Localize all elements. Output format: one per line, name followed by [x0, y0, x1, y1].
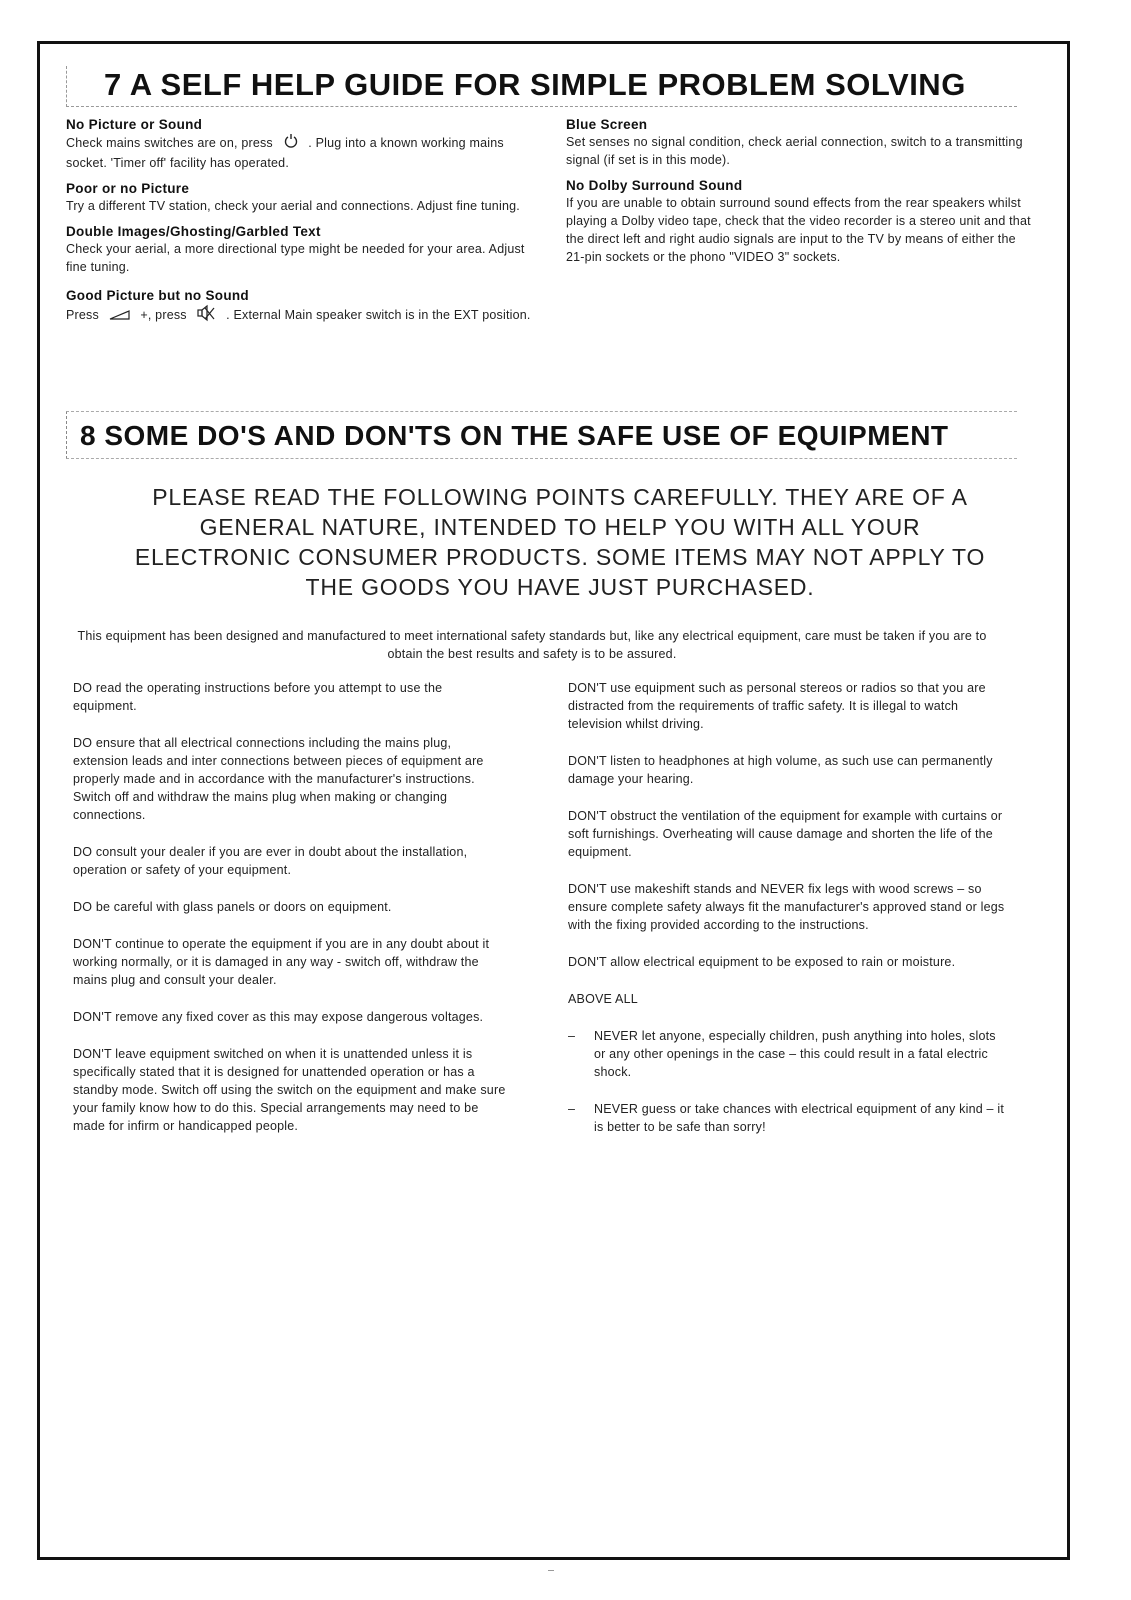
trouble-heading: Good Picture but no Sound — [66, 288, 249, 303]
safety-item: DON'T leave equipment switched on when it is unattended unless it is specifically stated that it is designed for unattended operation or has a standby mode. Switch off using the switch on the equipment and make sure your family know how to do this. Special arrangements may need to be made for infirm or handicapped people. — [73, 1047, 506, 1133]
safety-item: DON'T continue to operate the equipment if you are in any doubt about it working normally, or it is damaged in any way - switch off, withdraw the mains plug and consult your dealer. — [73, 937, 490, 987]
trouble-heading: No Dolby Surround Sound — [566, 178, 743, 193]
safety-intro: This equipment has been designed and manufactured to meet international safety standards but, like any electrical equipment, care must be taken if you are to obtain the best results and safety is to be assured. — [77, 629, 987, 661]
section7-title: 7 A SELF HELP GUIDE FOR SIMPLE PROBLEM SOLVING — [104, 67, 966, 102]
section8-title: 8 SOME DO'S AND DON'TS ON THE SAFE USE OF EQUIPMENT — [80, 420, 949, 451]
notice-line: THE GOODS YOU HAVE JUST PURCHASED. — [305, 574, 815, 600]
trouble-no-dolby — [566, 178, 1031, 266]
safety-item: DON'T use makeshift stands and NEVER fix legs with wood screws – so ensure complete safety always fit the manufacturer's approved stand or legs with the fixing provided according to the instructions. — [568, 882, 1005, 932]
safety-item: DON'T listen to headphones at high volume, as such use can permanently damage your hearing. — [568, 754, 993, 786]
trouble-text: Check mains switches are on, press — [66, 135, 273, 150]
never-item — [568, 1100, 1008, 1136]
safety-right-column — [568, 679, 1008, 1155]
safety-item: DON'T allow electrical equipment to be exposed to rain or moisture. — [568, 955, 956, 969]
safety-item: DON'T use equipment such as personal stereos or radios so that you are distracted from the requirements of traffic safety. It is illegal to watch television whilst driving. — [568, 681, 986, 731]
trouble-poor-picture — [66, 181, 531, 215]
safety-item: DO read the operating instructions before you attempt to use the equipment. — [73, 681, 443, 713]
trouble-no-sound — [66, 288, 531, 327]
trouble-text: Check your aerial, a more directional type might be needed for your area. Adjust fine tuning. — [66, 242, 525, 274]
trouble-text: If you are unable to obtain surround sound effects from the rear speakers whilst playing a Dolby video tape, check that the video recorder is a stereo unit and that the direct left and right audio signals are input to the TV by means of either the 21-pin sockets or the phono "VIDEO 3" sockets. — [566, 196, 1031, 264]
never-item — [568, 1027, 1008, 1081]
trouble-text: +, press — [140, 307, 187, 322]
section7-right-column — [566, 117, 1031, 275]
above-all-label: ABOVE ALL — [568, 992, 638, 1006]
safety-item: DON'T remove any fixed cover as this may expose dangerous voltages. — [73, 1010, 484, 1024]
notice-line: PLEASE READ THE FOLLOWING POINTS CAREFULLY. THEY ARE OF A — [152, 484, 968, 510]
trouble-text: . Plug into a known working mains socket. 'Timer off' facility has operated. — [66, 135, 504, 170]
trouble-blue-screen — [566, 117, 1031, 169]
notice-line: GENERAL NATURE, INTENDED TO HELP YOU WITH ALL YOUR — [199, 514, 921, 540]
safety-item: DON'T obstruct the ventilation of the equipment for example with curtains or soft furnishings. Overheating will cause damage and shorten the life of the equipment. — [568, 809, 1003, 859]
safety-notice — [40, 482, 1080, 602]
list-dash: – — [568, 1102, 576, 1116]
list-dash: – — [568, 1029, 576, 1043]
volume-icon — [109, 307, 131, 325]
trouble-double-images — [66, 224, 531, 276]
safety-item: DO consult your dealer if you are ever in doubt about the installation, operation or safety of your equipment. — [73, 845, 468, 877]
trouble-heading: Double Images/Ghosting/Garbled Text — [66, 224, 321, 239]
safety-left-column — [73, 679, 508, 1154]
trouble-no-picture-or-sound — [66, 117, 531, 172]
trouble-text: Set senses no signal condition, check aerial connection, switch to a transmitting signal (if set is in this mode). — [566, 135, 1023, 167]
mute-icon — [196, 304, 216, 327]
notice-line: ELECTRONIC CONSUMER PRODUCTS. SOME ITEMS MAY NOT APPLY TO — [134, 544, 986, 570]
trouble-heading: Poor or no Picture — [66, 181, 190, 196]
trouble-heading: No Picture or Sound — [66, 117, 203, 132]
safety-item: DO be careful with glass panels or doors on equipment. — [73, 900, 392, 914]
never-item-text: NEVER let anyone, especially children, push anything into holes, slots or any other openings in the case – this could result in a fatal electric shock. — [594, 1029, 996, 1079]
trouble-heading: Blue Screen — [566, 117, 648, 132]
never-item-text: NEVER guess or take chances with electrical equipment of any kind – it is better to be safe than sorry! — [594, 1102, 1005, 1134]
trouble-text: Try a different TV station, check your aerial and connections. Adjust fine tuning. — [66, 199, 520, 213]
trouble-text: . External Main speaker switch is in the EXT position. — [226, 307, 531, 322]
section7-left-column — [66, 117, 531, 336]
safety-item: DO ensure that all electrical connections including the mains plug, extension leads and inter connections between pieces of equipment are properly made and in accordance with the manufacturer's instructions. Switch off and withdraw the mains plug when making or changing connections. — [73, 736, 484, 822]
power-icon — [283, 133, 299, 154]
footer-mark — [548, 1570, 554, 1571]
trouble-text: Press — [66, 307, 99, 322]
